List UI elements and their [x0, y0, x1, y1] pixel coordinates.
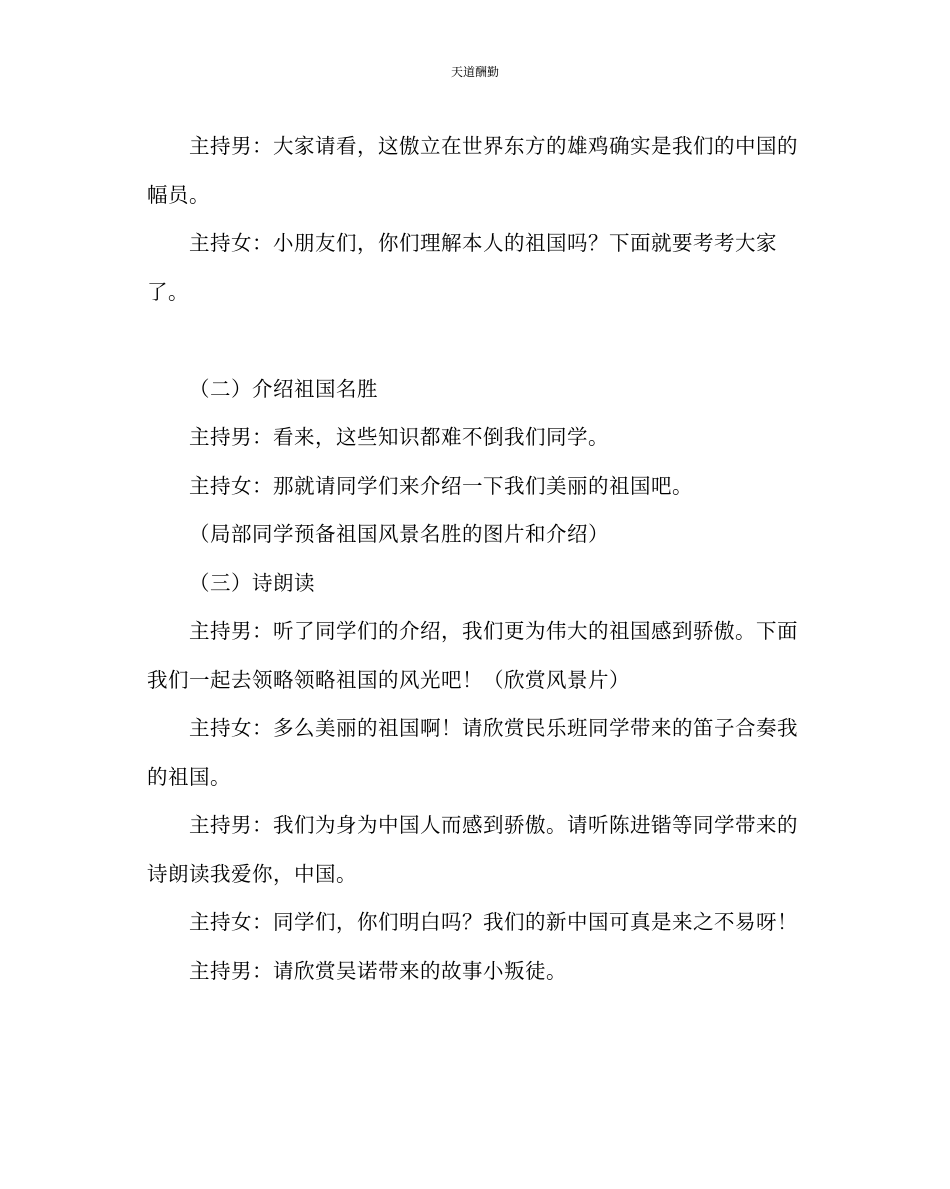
paragraph-host-female-4: 主持女：同学们，你们明白吗？我们的新中国可真是来之不易呀！ — [189, 910, 798, 934]
document-body — [147, 122, 809, 995]
blank-line — [147, 316, 809, 365]
paragraph-host-male-5: 主持男：请欣赏吴诺带来的故事小叛徒。 — [189, 958, 567, 983]
paragraph-host-female-1: 主持女：小朋友们，你们理解本人的祖国吗？下面就要考考大家了。 — [147, 231, 777, 304]
section-heading-2: （二）介绍祖国名胜 — [189, 376, 378, 401]
paragraph-host-male-3: 主持男：听了同学们的介绍，我们更为伟大的祖国感到骄傲。下面我们一起去领略领略祖国的风光吧！（欣赏风景片） — [147, 619, 798, 692]
paragraph-host-male-2: 主持男：看来，这些知识都难不倒我们同学。 — [189, 425, 609, 449]
stage-note: （局部同学预备祖国风景名胜的图片和介绍） — [189, 522, 609, 546]
paragraph-host-male-4: 主持男：我们为身为中国人而感到骄傲。请听陈进锴等同学带来的诗朗读我爱你，中国。 — [147, 813, 798, 886]
page-header: 天道酬勤 — [450, 65, 499, 79]
paragraph-host-female-3: 主持女：多么美丽的祖国啊！请欣赏民乐班同学带来的笛子合奏我的祖国。 — [147, 716, 798, 789]
paragraph-host-female-2: 主持女：那就请同学们来介绍一下我们美丽的祖国吧。 — [189, 473, 693, 498]
section-heading-3: （三）诗朗读 — [189, 570, 315, 595]
paragraph-host-male-1: 主持男：大家请看，这傲立在世界东方的雄鸡确实是我们的中国的幅员。 — [147, 134, 798, 207]
